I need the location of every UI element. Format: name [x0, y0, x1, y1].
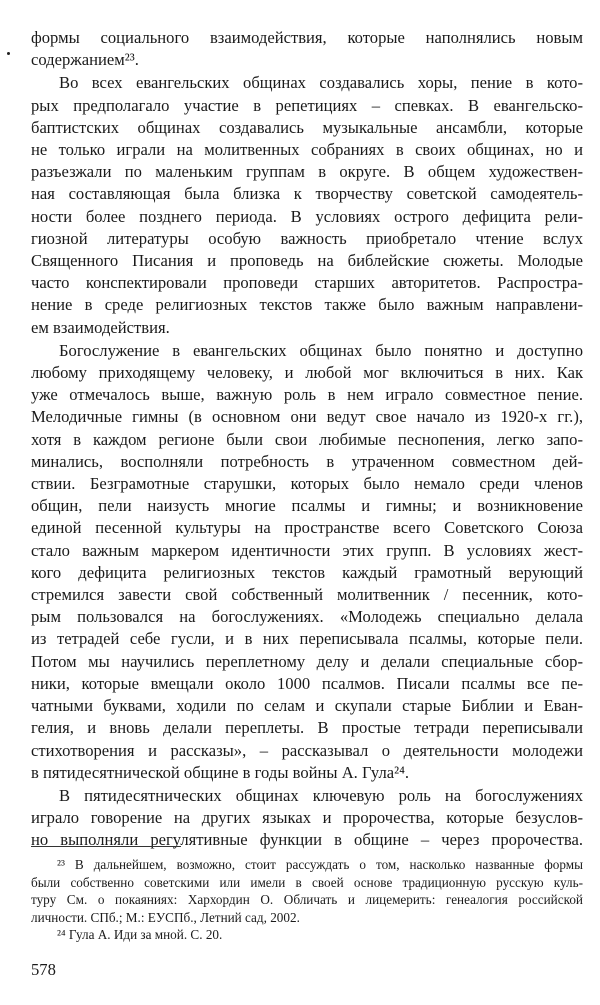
text-line: стихотворения и рассказы», – рассказывал о деятельности молодежи: [31, 740, 583, 760]
scan-speck: [7, 52, 10, 55]
footnotes: [31, 856, 583, 944]
text-line: баптистских общинах создавались музыкальные ансамбли, которые: [31, 117, 583, 137]
text-line: Потом мы научились переплетному делу и делали специальные сбор-: [31, 651, 583, 671]
footnote-line: туру См. о покаяниях: Хархордин О. Обличать и лицемерить: генеалогия российской: [31, 892, 583, 908]
page-number: 578: [31, 960, 56, 979]
footnote-divider: [31, 846, 181, 847]
text-line: ности более позднего периода. В условиях острого дефицита рели-: [31, 206, 583, 226]
main-text: [31, 27, 583, 853]
footnote-line: ²⁴ Гула А. Иди за мной. С. 20.: [57, 927, 223, 943]
text-line: уже отмечалось выше, важную роль в нем играло совместное пение.: [31, 385, 583, 405]
footnote-line: личности. СПб.; М.: ЕУСПб., Летний сад, 2002.: [31, 909, 300, 925]
text-line: гелия, и вновь делали переплеты. В простые тетради переписывали: [31, 718, 583, 738]
text-line: кого дефицита религиозных текстов каждый грамотный верующий: [31, 562, 583, 582]
text-line: ники, которые вмещали около 1000 псалмов. Писали псалмы все пе-: [31, 673, 583, 693]
text-line: нение в среде религиозных текстов также было важным направлени-: [31, 295, 583, 315]
text-line: Мелодичные гимны (в основном они ведут свое начало из 1920-х гг.),: [31, 407, 583, 427]
text-line: любому приходящему человеку, и любой мог включиться в них. Как: [31, 363, 583, 383]
footnote-line: ²³ В дальнейшем, возможно, стоит рассуждать о том, насколько названные формы: [57, 857, 583, 872]
text-line: гиозной литературы особую важность приобретало чтение вслух: [31, 228, 583, 248]
text-line: В пятидесятнических общинах ключевую роль на богослужениях: [59, 785, 583, 805]
footnote-24: [31, 926, 583, 944]
text-line: Богослужение в евангельских общинах было понятно и доступно: [59, 340, 583, 360]
text-line: чатными буквами, ходили по селам и скупали старые Библии и Еван-: [31, 696, 583, 716]
text-line: стало важным маркером идентичности этих групп. В условиях жест-: [31, 540, 583, 560]
paragraph-4: [31, 785, 583, 852]
paragraph-2: [31, 72, 583, 338]
text-line: в пятидесятнической общине в годы войны А. Гула²⁴.: [31, 762, 410, 782]
footnote-23: [31, 856, 583, 926]
text-line: ная составляющая была близка к творчеству советской самодеятель-: [31, 184, 583, 204]
text-line: разъезжали по маленьким группам в округе. В общем художествен-: [31, 162, 583, 182]
text-line: ем взаимодействия.: [31, 317, 170, 337]
text-line: хотя в каждом регионе были свои любимые песнопения, легко запо-: [31, 429, 583, 449]
text-line: содержанием²³.: [31, 50, 139, 70]
paragraph-3: [31, 340, 583, 784]
text-line: стремился завести свой собственный молитвенник / песенник, кото-: [31, 585, 583, 605]
text-line: минались, восполняли потребность в утраченном совместном дей-: [31, 451, 583, 471]
text-line: Священного Писания и проповедь на библейские сюжеты. Молодые: [31, 251, 583, 271]
text-line: общин, пели наизусть многие псалмы и гимны; и возникновение: [31, 496, 583, 516]
text-line: не только играли на молитвенных собраниях в своих общинах, но и: [31, 140, 583, 160]
text-line: Во всех евангельских общинах создавались хоры, пение в кото-: [59, 73, 583, 93]
text-line: часто конспектировали проповеди старших авторитетов. Распростра-: [31, 273, 583, 293]
text-line: играло говорение на других языках и пророчества, которые безуслов-: [31, 808, 583, 828]
text-line: ствии. Безграмотные старушки, которых было немало среди членов: [31, 474, 583, 494]
footnote-line: были собственно советскими или имели в своей основе традиционную русскую куль-: [31, 874, 583, 890]
text-line: но выполняли регулятивные функции в общине – через пророчества.: [31, 830, 583, 850]
text-line: формы социального взаимодействия, которые наполнялись новым: [31, 28, 583, 47]
paragraph-1: [31, 27, 583, 71]
text-line: единой песенной культуры на пространстве всего Советского Союза: [31, 518, 583, 538]
text-line: рым пользовался на богослужениях. «Молодежь специально делала: [31, 607, 583, 627]
text-line: из тетрадей себе гусли, и в них переписывала псалмы, которые пели.: [31, 629, 583, 649]
text-line: рых предполагало участие в репетициях – спевках. В евангельско-: [31, 95, 583, 115]
